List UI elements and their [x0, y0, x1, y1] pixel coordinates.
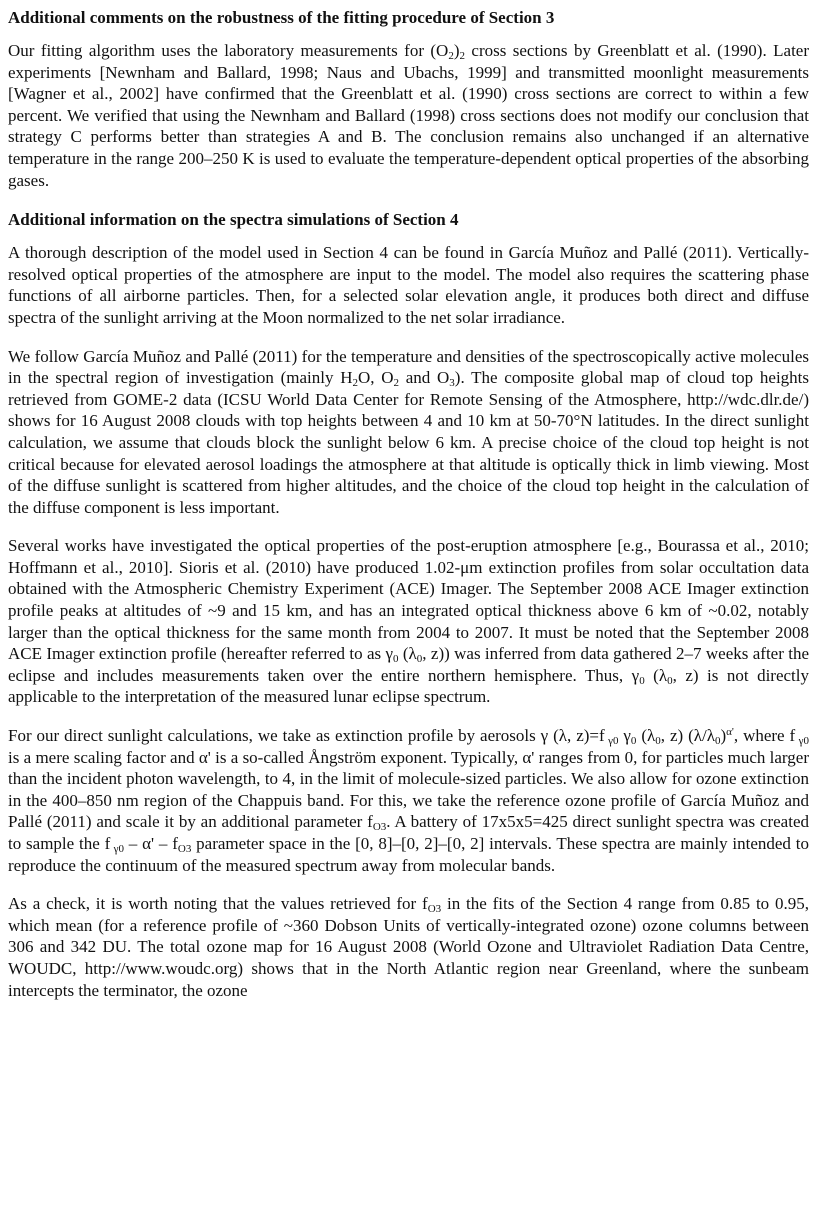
paragraph-post-eruption: Several works have investigated the optical properties of the post-eruption atmosphere [e.g., Bourassa et al., 2010; Hoffmann et al., 2010]. Sioris et al. (2010) have produced 1.02-μm extinction profiles from solar occultation data obtained with the Atmospheric Chemistry Experiment (ACE) Imager. The September 2008 ACE Imager extinction profile peaks at altitudes of ~9 and 15 km, and has an integrated optical thickness above 6 km of ~0.02, notably larger than the optical thickness for the same month from 2004 to 2007. It must be noted that the September 2008 ACE Imager extinction profile (hereafter referred to as $\gamma_0$ ($\lambda_0$, z)) was inferred from data gathered 2–7 weeks after the eclipse and includes measurements taken over the entire northern hemisphere. Thus, $\gamma_0$ ($\lambda_0$, z) is not directly applicable to the interpretation of the measured lunar eclipse spectrum. — [8, 536, 809, 707]
section-4-information — [8, 208, 809, 1001]
section-4-heading: Additional information on the spectra simulations of Section 4 — [8, 210, 459, 230]
paragraph-fitting-algorithm: Our fitting algorithm uses the laboratory measurements for $(O_2)_2$ cross sections by Greenblatt et al. (1990). Later experiments [Newnham and Ballard, 1998; Naus and Ubachs, 1999] and transmitted moonlight measurements [Wagner et al., 2002] have confirmed that the Greenblatt et al. (1990) cross sections are correct to within a few percent. We verified that using the Newnham and Ballard (1998) cross sections does not modify our conclusion that strategy C performs better than strategies A and B. The conclusion remains also unchanged if an alternative temperature in the range 200–250 K is used to evaluate the temperature-dependent optical properties of the absorbing gases. — [8, 41, 809, 190]
paragraph-direct-sunlight: For our direct sunlight calculations, we take as extinction profile by aerosols γ (λ, z)=f $_{\gamma 0}$ $\gamma_0$ ($\lambda_0$, z) $(\lambda/\lambda_0)^{\alpha'}$, where f $_{\gamma 0}$ is a mere scaling factor and α' is a so-called Ångström exponent. Typically, α' ranges from 0, for particles much larger than the incident photon wavelength, to 4, in the limit of molecule-sized particles. We also allow for ozone extinction in the 400–850 nm region of the Chappuis band. For this, we take the reference ozone profile of García Muñoz and Pallé (2011) and scale it by an additional parameter $f_{O3}$. A battery of 17x5x5=425 direct sunlight spectra was created to sample the f $_{\gamma 0}$ – α' – $f_{O3}$ parameter space in the [0, 8]–[0, 2]–[0, 2] intervals. These spectra are mainly intended to reproduce the continuum of the measured spectrum away from molecular bands. — [8, 726, 809, 875]
paragraph-ozone-check: As a check, it is worth noting that the values retrieved for $f_{O3}$ in the fits of the Section 4 range from 0.85 to 0.95, which mean (for a reference profile of ~360 Dobson Units of vertically-integrated ozone) ozone columns between 306 and 342 DU. The total ozone map for 16 August 2008 (World Ozone and Ultraviolet Radiation Data Centre, WOUDC, http://www.woudc.org) shows that in the North Atlantic region near Greenland, where the sunbeam intercepts the terminator, the ozone — [8, 894, 809, 1000]
paragraph-molecules-clouds: We follow García Muñoz and Pallé (2011) for the temperature and densities of the spectroscopically active molecules in the spectral region of investigation (mainly $H_2O$, $O_2$ and $O_3$). The composite global map of cloud top heights retrieved from GOME-2 data (ICSU World Data Center for Remote Sensing of the Atmosphere, http://wdc.dlr.de/) shows for 16 August 2008 clouds with top heights between 4 and 10 km at 50-70°N latitudes. In the direct sunlight calculation, we assume that clouds block the sunlight below 6 km. A precise choice of the cloud top height is not critical because for elevated aerosol loadings the atmosphere at that altitude is optically thick in limb viewing. Most of the diffuse sunlight is scattered from higher altitudes, and the choice of the cloud top height in the calculation of the diffuse component is less important. — [8, 346, 810, 517]
section-3-comments — [8, 6, 809, 191]
paragraph-model-description: A thorough description of the model used in Section 4 can be found in García Muñoz and Pallé (2011). Vertically-resolved optical properties of the atmosphere are input to the model. The model also requires the scattering phase functions of all airborne particles. Then, for a selected solar elevation angle, it produces both direct and diffuse spectra of the sunlight arriving at the Moon normalized to the net solar irradiance. — [8, 243, 809, 327]
section-3-heading: Additional comments on the robustness of the fitting procedure of Section 3 — [8, 8, 555, 27]
